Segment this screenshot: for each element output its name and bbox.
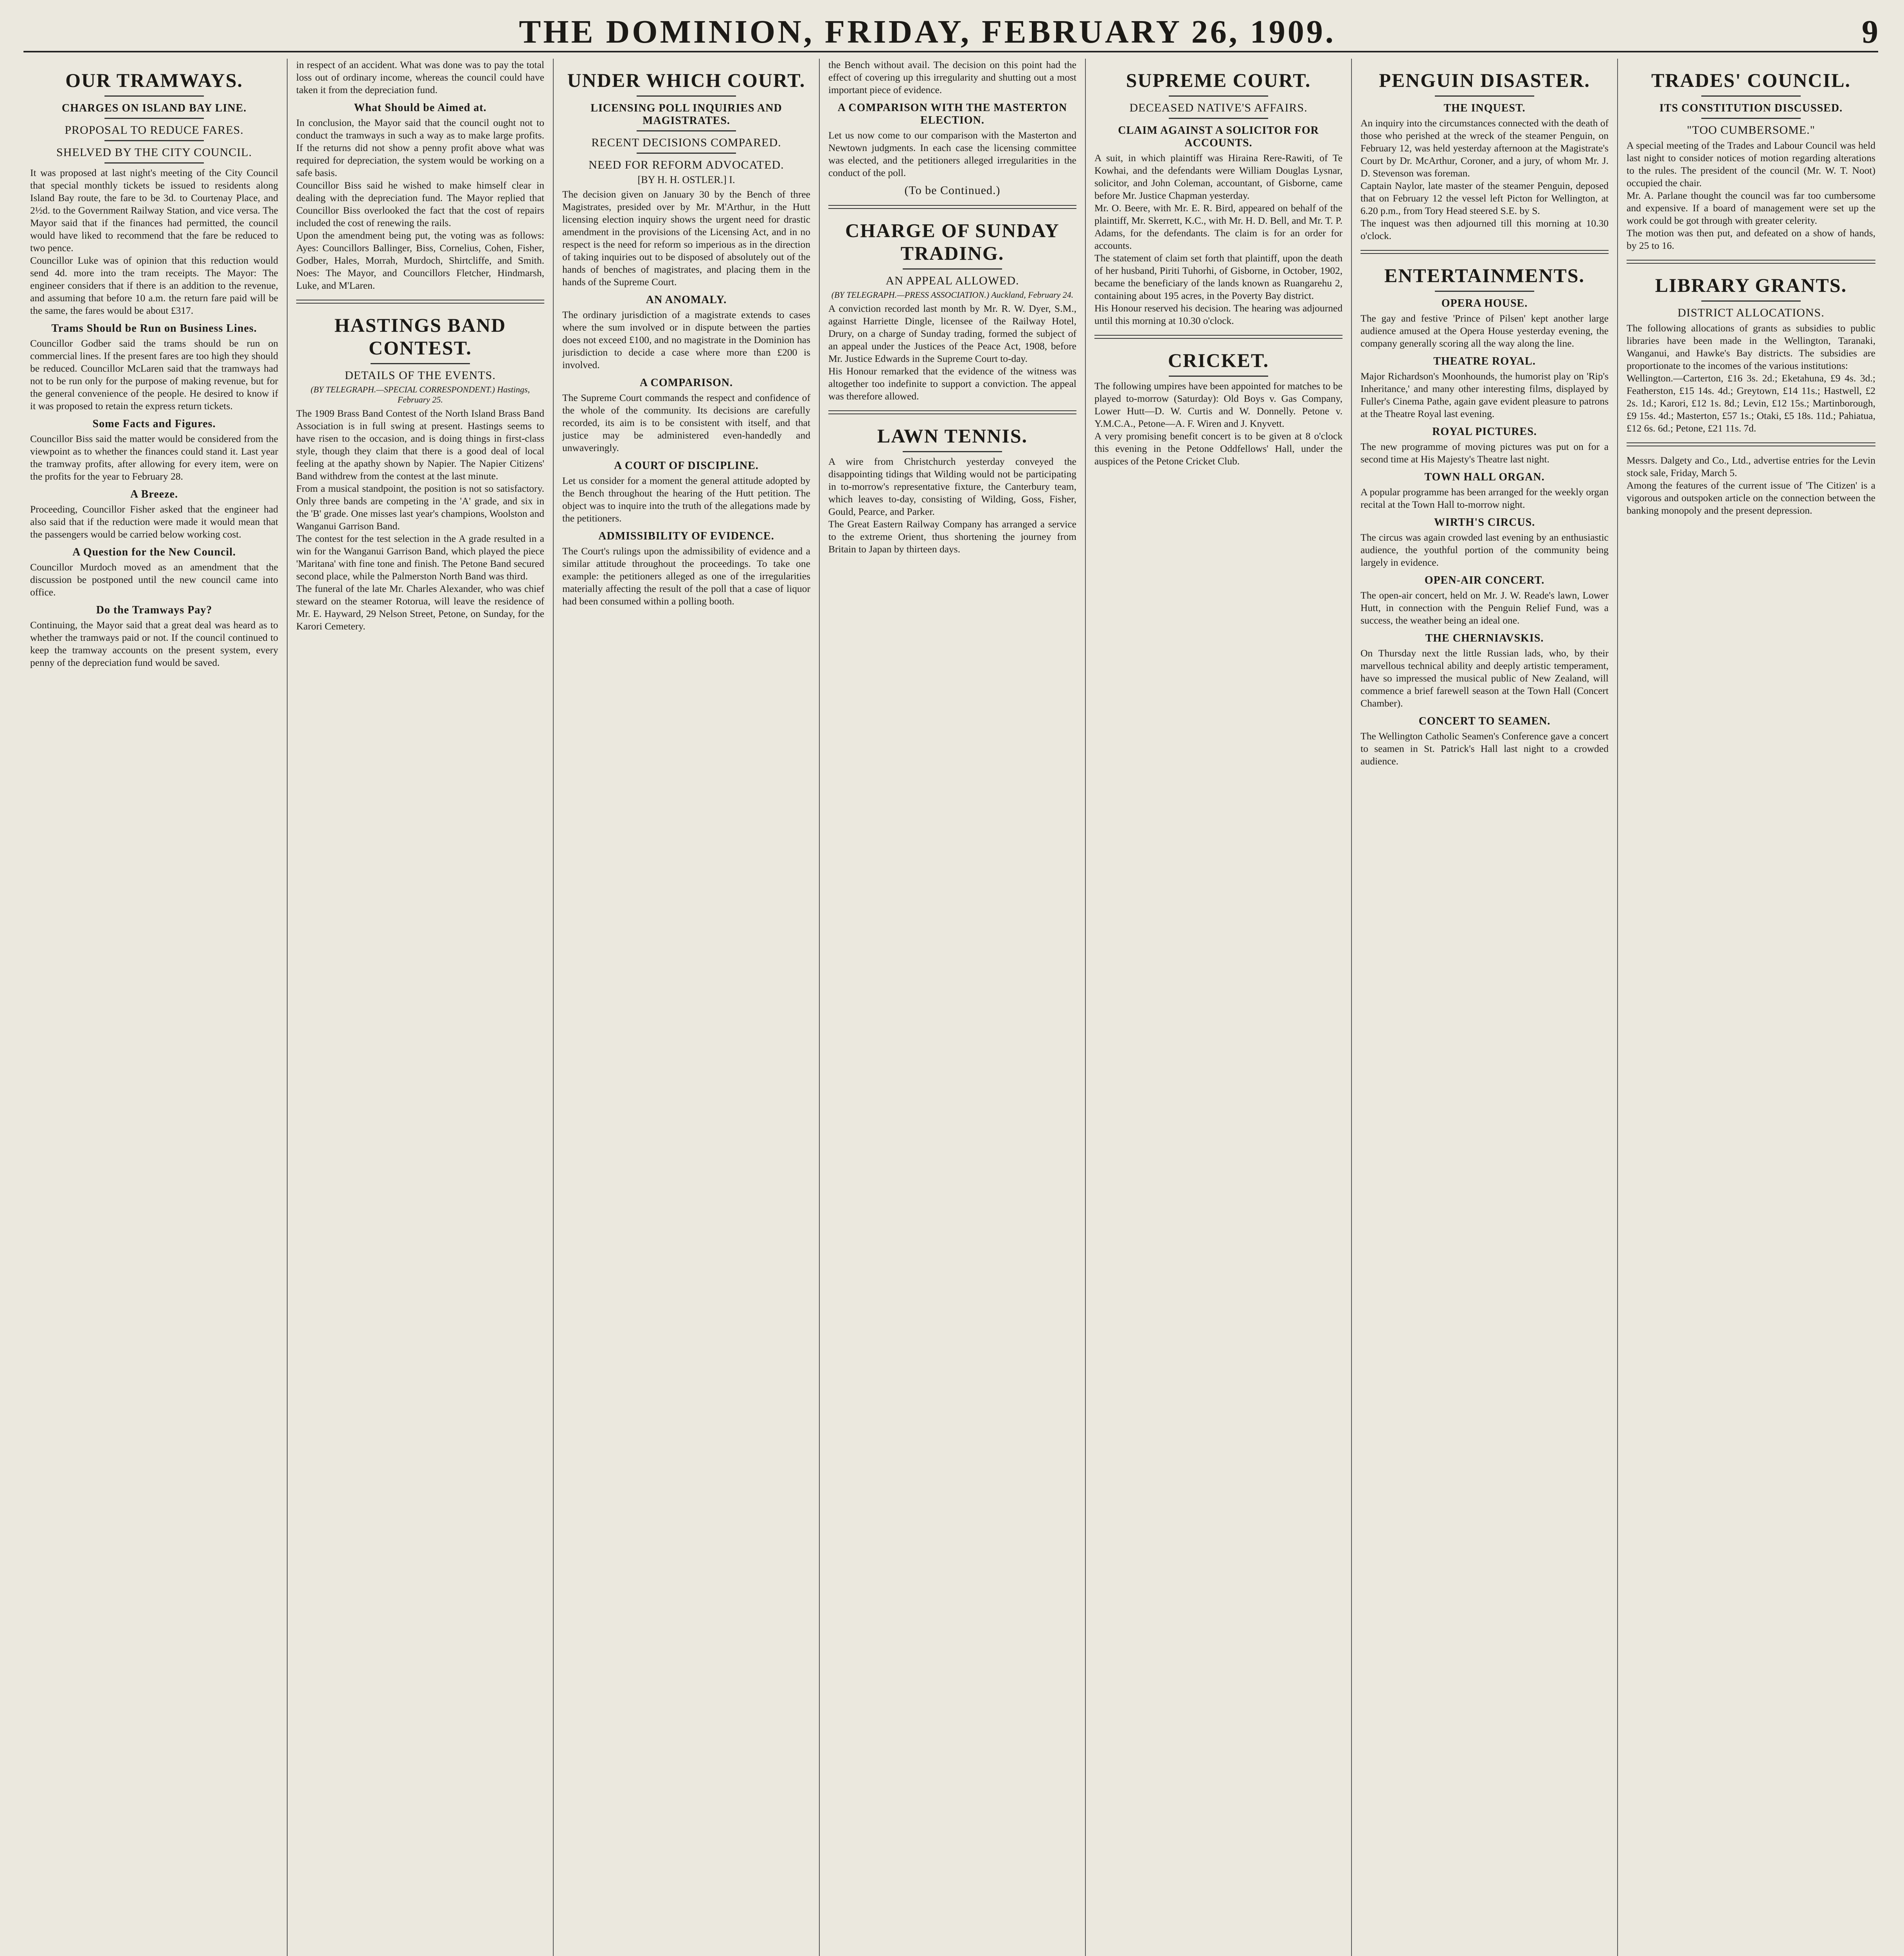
article-paragraph: The motion was then put, and defeated on a show of hands, by 25 to 16. xyxy=(1627,227,1875,251)
article-paragraph: Councillor Luke was of opinion that this reduction would send 4d. more into the tram receipts. The Mayor: The engineer considers that if there is an addition to the revenue, and assuming that before 10 a.m. the return fare paid will be the same, the fares would be about £317. xyxy=(30,255,278,316)
subhead: ITS CONSTITUTION DISCUSSED. xyxy=(1659,102,1843,114)
subhead: DECEASED NATIVE'S AFFAIRS. xyxy=(1129,101,1308,114)
article-paragraph: Councillor Biss said he wished to make himself clear in dealing with the depreciation fund. The Mayor replied that Councillor Biss overlooked the fact that the cost of repairs included the cost of renewing the rails. xyxy=(296,180,544,228)
article-paragraph: Major Richardson's Moonhounds, the humorist play on 'Rip's Inheritance,' and many other interesting films, displayed by Fuller's Cinema Pathe, again gave evident pleasure to patrons at the Theatre Royal last evening. xyxy=(1361,370,1609,419)
article-paragraph: The statement of claim set forth that plaintiff, upon the death of her husband, Piriti Tuhorhi, of Gisborne, in October, 1902, became the beneficiary of the lands known as Ruangarehu 2, containing about 195 acres, in the Poverty Bay district. xyxy=(1094,252,1343,301)
article-paragraph: Continuing, the Mayor said that a great deal was heard as to whether the tramways paid or not. If the council continued to keep the tramway accounts on the present system, every penny of the depreciation fund would be saved. xyxy=(30,619,278,668)
article-paragraph: The ordinary jurisdiction of a magistrate extends to cases where the sum involved or in dispute between the parties does not exceed £100, and no magistrate in the Dominion has jurisdiction to decide a case where more than £200 is involved. xyxy=(562,309,810,370)
subhead: CONCERT TO SEAMEN. xyxy=(1418,715,1551,727)
article-paragraph: The inquest was then adjourned till this morning at 10.30 o'clock. xyxy=(1361,218,1609,241)
headline-hastings-band: HASTINGS BAND CONTEST. xyxy=(334,314,506,359)
dateline: (BY TELEGRAPH.—PRESS ASSOCIATION.) Auckland, February 24. xyxy=(831,290,1074,300)
subhead: WIRTH'S CIRCUS. xyxy=(1434,516,1535,529)
article-paragraph: Among the features of the current issue of 'The Citizen' is a vigorous and outspoken article on the connection between the banking monopoly and the present depression. xyxy=(1627,480,1875,516)
headline-sunday-trading: CHARGE OF SUNDAY TRADING. xyxy=(845,219,1060,264)
article-paragraph: The Court's rulings upon the admissibility of evidence and a similar attitude throughout the proceedings. To take one example: the petitioners alleged as one of the irregularities materially affecting the result of the poll that a case of liquor had been consumed within a polling booth. xyxy=(562,545,810,607)
article-paragraph: Councillor Biss said the matter would be considered from the viewpoint as to whether the finances could stand it. Last year the tramway profits, after allowing for every item, were on the profits for the year to February 28. xyxy=(30,433,278,482)
subhead: AN ANOMALY. xyxy=(646,294,727,306)
subhead: ROYAL PICTURES. xyxy=(1432,426,1537,438)
column-4 xyxy=(820,59,1086,1956)
article-paragraph: A suit, in which plaintiff was Hiraina Rere-Rawiti, of Te Kowhai, and the defendants were William Douglas Lysnar, solicitor, and John Coleman, accountant, of Gisborne, came before Mr. Justice Chapman yesterday. xyxy=(1094,152,1343,201)
subhead: AN APPEAL ALLOWED. xyxy=(885,274,1019,287)
dateline: (BY TELEGRAPH.—SPECIAL CORRESPONDENT.) Hastings, February 25. xyxy=(310,385,530,405)
subhead: A Breeze. xyxy=(130,488,178,500)
article-paragraph: The circus was again crowded last evening by an enthusiastic audience, the youthful portion of the community being largely in evidence. xyxy=(1361,532,1609,568)
article-paragraph: the Bench without avail. The decision on this point had the effect of covering up this irregularity and shutting out a most important piece of evidence. xyxy=(828,59,1076,95)
subhead: THE CHERNIAVSKIS. xyxy=(1425,632,1544,644)
article-paragraph: in respect of an accident. What was done was to pay the total loss out of ordinary income, whereas the council could have taken it from the depreciation fund. xyxy=(296,59,544,95)
subhead: PROPOSAL TO REDUCE FARES. xyxy=(65,124,244,137)
subhead: LICENSING POLL INQUIRIES AND MAGISTRATES. xyxy=(590,102,782,127)
article-paragraph: Proceeding, Councillor Fisher asked that the engineer had also said that if the reduction were made it would mean that the passengers would be carried below working cost. xyxy=(30,503,278,540)
headline-entertainments: ENTERTAINMENTS. xyxy=(1384,264,1585,286)
article-paragraph: The Wellington Catholic Seamen's Conference gave a concert to seamen in St. Patrick's Hall last night to a crowded audience. xyxy=(1361,730,1609,767)
article-paragraph: A very promising benefit concert is to be given at 8 o'clock this evening in the Petone Oddfellows' Hall, under the auspices of the Petone Cricket Club. xyxy=(1094,430,1343,467)
subhead: RECENT DECISIONS COMPARED. xyxy=(591,136,781,149)
columns xyxy=(22,59,1884,1956)
subhead: SHELVED BY THE CITY COUNCIL. xyxy=(56,146,252,159)
article-paragraph: The gay and festive 'Prince of Pilsen' kept another large audience amused at the Opera House yesterday evening, the company generally scoring all the way along the line. xyxy=(1361,313,1609,349)
column-6 xyxy=(1352,59,1618,1956)
headline-our-tramways: OUR TRAMWAYS. xyxy=(65,69,243,91)
column-5 xyxy=(1086,59,1352,1956)
subhead: OPERA HOUSE. xyxy=(1441,297,1528,309)
subhead: CLAIM AGAINST A SOLICITOR FOR ACCOUNTS. xyxy=(1118,124,1319,149)
headline-lawn-tennis: LAWN TENNIS. xyxy=(877,425,1028,447)
article-paragraph: Upon the amendment being put, the voting was as follows: Ayes: Councillors Ballinger, Biss, Cornelius, Cohen, Fisher, Godber, Hales, Morrah, Murdoch, Shirtcliffe, and Smith. Noes: The Mayor, and Councillors Fletcher, Hindmarsh, Luke, and M'Laren. xyxy=(296,230,544,291)
article-paragraph: The following allocations of grants as subsidies to public libraries have been made in the Wellington, Taranaki, Wanganui, and Hawke's Bay districts. The subsidies are proportionate to the incomes of the various institutions: xyxy=(1627,322,1875,371)
subhead: A COURT OF DISCIPLINE. xyxy=(614,460,759,472)
article-paragraph: Wellington.—Carterton, £16 3s. 2d.; Eketahuna, £9 4s. 3d.; Featherston, £15 14s. 4d.; Greytown, £14 11s.; Hastwell, £2 2s. 1d.; Karori, £12 1s. 8d.; Levin, £12 15s.; Martinborough, £9 15s. 4d.; Masterton, £57 1s.; Otaki, £5 18s. 11d.; Pahiatua, £12 6s. 6d.; Petone, £21 11s. 7d. xyxy=(1627,372,1875,434)
subhead: NEED FOR REFORM ADVOCATED. xyxy=(588,158,784,171)
headline-supreme-court: SUPREME COURT. xyxy=(1126,69,1311,91)
article-paragraph: The contest for the test selection in the A grade resulted in a win for the Wanganui Garrison Band, which played the piece 'Maritana' with fine tone and finish. The Petone Band secured second place, while the Palmerston North Band was third. xyxy=(296,533,544,582)
subhead: Trams Should be Run on Business Lines. xyxy=(51,322,257,334)
column-7 xyxy=(1618,59,1884,1956)
article-paragraph: Let us consider for a moment the general attitude adopted by the Bench throughout the hearing of the Hutt petition. The object was to inquire into the truth of the allegations made by the petitioners. xyxy=(562,475,810,524)
subhead: TOWN HALL ORGAN. xyxy=(1424,471,1545,483)
masthead xyxy=(23,12,1878,52)
subhead: DETAILS OF THE EVENTS. xyxy=(345,369,496,382)
article-paragraph: His Honour remarked that the evidence of the witness was altogether too indefinite to support a conviction. The appeal was therefore allowed. xyxy=(828,365,1076,402)
subhead: Do the Tramways Pay? xyxy=(96,604,212,616)
article-paragraph: The new programme of moving pictures was put on for a second time at His Majesty's Theatre last night. xyxy=(1361,441,1609,465)
subhead: A COMPARISON. xyxy=(639,377,733,389)
subhead: A Question for the New Council. xyxy=(72,546,236,558)
article-paragraph: Councillor Murdoch moved as an amendment that the discussion be postponed until the new council came into office. xyxy=(30,561,278,598)
article-paragraph: From a musical standpoint, the position is not so satisfactory. Only three bands are competing in the 'A' grade, and six in the 'B' grade. One misses last year's champions, Woolston and Wanganui Garrison Band. xyxy=(296,483,544,532)
headline-under-which-court: UNDER WHICH COURT. xyxy=(567,69,806,91)
article-paragraph: The Supreme Court commands the respect and confidence of the whole of the community. Its decisions are carefully recorded, its aim is to be consistent with itself, and that justice may be administered even-handedly and unwaveringly. xyxy=(562,392,810,453)
column-3 xyxy=(554,59,820,1956)
article-paragraph: His Honour reserved his decision. The hearing was adjourned until this morning at 10.30 o'clock. xyxy=(1094,302,1343,326)
article-paragraph: Mr. O. Beere, with Mr. E. R. Bird, appeared on behalf of the plaintiff, Mr. Skerrett, K.C., with Mr. H. D. Bell, and Mr. T. P. Adams, for the defendants. The claim is for an order for accounts. xyxy=(1094,202,1343,251)
article-paragraph: In conclusion, the Mayor said that the council ought not to conduct the tramways in such a way as to make large profits. If the returns did not show a penny profit above what was required for depreciation, the system would be working on a safe basis. xyxy=(296,117,544,178)
subhead: "TOO CUMBERSOME." xyxy=(1687,124,1815,137)
article-paragraph: A special meeting of the Trades and Labour Council was held last night to consider notices of motion regarding alterations to the rules. The president of the council (Mr. W. T. Noot) occupied the chair. xyxy=(1627,140,1875,189)
masthead-title: THE DOMINION, FRIDAY, FEBRUARY 26, 1909. xyxy=(519,14,1336,50)
article-paragraph: Messrs. Dalgety and Co., Ltd., advertise entries for the Levin stock sale, Friday, March 5. xyxy=(1627,455,1875,478)
article-paragraph: An inquiry into the circumstances connected with the death of those who perished at the wreck of the steamer Penguin, on February 12, was held yesterday afternoon at the Magistrate's Court by Dr. McArthur, Coroner, and a jury, of whom Mr. J. D. Stevenson was foreman. xyxy=(1361,117,1609,179)
article-paragraph: The decision given on January 30 by the Bench of three Magistrates, presided over by Mr. M'Arthur, in the Hutt licensing election inquiry shows the urgent need for drastic amendment in the provisions of the Licensing Act, and in no respect is the need for reform so imperious as in the direction of taking inquiries out to be disposed of absolutely out of the hands of benches of magistrates, and placing them in the hands of the Supreme Court. xyxy=(562,189,810,288)
headline-penguin-disaster: PENGUIN DISASTER. xyxy=(1379,69,1590,91)
article-paragraph: On Thursday next the little Russian lads, who, by their marvellous technical ability and deeply artistic temperament, have so impressed the musical public of New Zealand, will commence a brief farewell season at the Town Hall (Concert Chamber). xyxy=(1361,647,1609,709)
subhead: Some Facts and Figures. xyxy=(92,418,216,430)
article-paragraph: A popular programme has been arranged for the weekly organ recital at the Town Hall to-morrow night. xyxy=(1361,486,1609,510)
column-2 xyxy=(288,59,554,1956)
article-paragraph: Mr. A. Parlane thought the council was far too cumbersome and expensive. If a board of management were set up the work could be got through with greater celerity. xyxy=(1627,190,1875,226)
subhead: A COMPARISON WITH THE MASTERTON ELECTION. xyxy=(837,102,1067,126)
article-paragraph: The 1909 Brass Band Contest of the North Island Brass Band Association is in full swing at present. Hastings seems to have risen to the occasion, and is doing things in first-class style, though they claim that there is a good deal of local feeling at the apathy shown by Napier. The Napier Citizens' Band withdrew from the contest at the last minute. xyxy=(296,408,544,482)
page-number: 9 xyxy=(1862,14,1878,50)
article-paragraph: Captain Naylor, late master of the steamer Penguin, deposed that on February 12 the vessel left Picton for Wellington, at 6.20 p.m., from Tory Head steered S.E. by S. xyxy=(1361,180,1609,216)
article-paragraph: A wire from Christchurch yesterday conveyed the disappointing tidings that Wilding would not be participating in to-morrow's representative fixture, the Canterbury team, which leaves to-day, consisting of Wilding, Goss, Fisher, Gould, Pearce, and Parker. xyxy=(828,456,1076,517)
subhead: What Should be Aimed at. xyxy=(354,102,487,114)
article-paragraph: It was proposed at last night's meeting of the City Council that special monthly tickets be issued to residents along Island Bay route, the fare to be 3d. to Courtenay Place, and 2½d. to the Government Railway Station, and vice versa. The Mayor said that if the finances had permitted, the council would have liked to recommend that the fare be reduced to two pence. xyxy=(30,167,278,253)
article-paragraph: The funeral of the late Mr. Charles Alexander, who was chief steward on the steamer Rotorua, will leave the residence of Mr. E. Hayward, 29 Nelson Street, Petone, on Sunday, for the Karori Cemetery. xyxy=(296,583,544,632)
article-paragraph: The Great Eastern Railway Company has arranged a service to the extreme Orient, thus shortening the journey from Britain to Japan by thirteen days. xyxy=(828,518,1076,555)
byline: [BY H. H. OSTLER.] I. xyxy=(637,174,735,185)
article-paragraph: Councillor Godber said the trams should be run on commercial lines. If the present fares are too high they should be reduced. Councillor McLaren said that the tramways had not to be run only for the purpose of making revenue, but for the general convenience of the people. He desired to know if it was proposed to retain the express return tickets. xyxy=(30,338,278,412)
column-1 xyxy=(22,59,288,1956)
headline-library-grants: LIBRARY GRANTS. xyxy=(1655,274,1847,296)
subhead: THEATRE ROYAL. xyxy=(1433,355,1536,367)
article-paragraph: The open-air concert, held on Mr. J. W. Reade's lawn, Lower Hutt, in connection with the Penguin Relief Fund, was a success, the weather being an ideal one. xyxy=(1361,590,1609,626)
subhead: CHARGES ON ISLAND BAY LINE. xyxy=(61,102,247,114)
article-paragraph: A conviction recorded last month by Mr. R. W. Dyer, S.M., against Harriette Dingle, licensee of the Railway Hotel, Drury, on a charge of Sunday trading, formed the subject of an appeal under the Justices of the Peace Act, 1908, before Mr. Justice Edwards in the Supreme Court to-day. xyxy=(828,303,1076,364)
headline-trades-council: TRADES' COUNCIL. xyxy=(1651,69,1851,91)
subhead: THE INQUEST. xyxy=(1443,102,1526,114)
subhead: OPEN-AIR CONCERT. xyxy=(1424,574,1545,586)
article-paragraph: The following umpires have been appointed for matches to be played to-morrow (Saturday): Old Boys v. Gas Company, Lower Hutt—D. W. Curtis and W. Donnelly. Petone v. Y.M.C.A., Petone—A. F. Wiren and J. Knyvett. xyxy=(1094,380,1343,429)
subhead: ADMISSIBILITY OF EVIDENCE. xyxy=(598,530,774,542)
article-paragraph: Let us now come to our comparison with the Masterton and Newtown judgments. In each case the licensing committee was elected, and the petitioners alleged irregularities in the conduct of the poll. xyxy=(828,129,1076,178)
headline-cricket: CRICKET. xyxy=(1168,349,1269,371)
subhead: DISTRICT ALLOCATIONS. xyxy=(1677,306,1825,319)
subhead: (To be Continued.) xyxy=(904,184,1001,197)
